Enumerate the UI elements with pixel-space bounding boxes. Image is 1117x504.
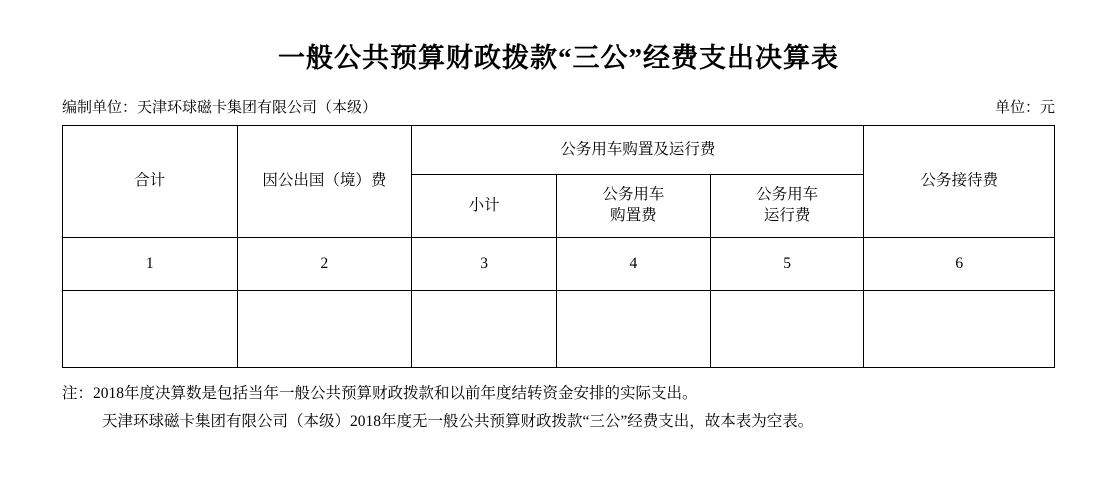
- column-number-1: 1: [63, 238, 238, 291]
- page-title: 一般公共预算财政拨款“三公”经费支出决算表: [278, 43, 839, 73]
- header-abroad: 因公出国（境）费: [237, 126, 412, 238]
- header-vehicle-purchase-line2: 购置费: [610, 207, 657, 225]
- header-vehicle-subtotal: 小计: [412, 175, 557, 238]
- compiler-unit-label: 编制单位：天津环球磁卡集团有限公司（本级）: [62, 100, 378, 117]
- table-column-number-row: [63, 238, 1055, 291]
- column-number-4: 4: [556, 238, 710, 291]
- table-header-row-1: [63, 126, 1055, 175]
- column-number-5: 5: [710, 238, 864, 291]
- column-number-6: 6: [864, 238, 1055, 291]
- header-vehicle-purchase-line1: 公务用车: [602, 186, 665, 204]
- header-reception: 公务接待费: [864, 126, 1055, 238]
- header-vehicle-operation-line2: 运行费: [763, 207, 811, 225]
- header-vehicle-group: 公务用车购置及运行费: [412, 126, 864, 175]
- data-cell-5: [710, 291, 864, 368]
- notes-section: [62, 380, 1055, 434]
- document-page: [0, 42, 1117, 504]
- data-cell-2: [237, 291, 412, 368]
- meta-row: [62, 96, 1055, 117]
- header-vehicle-operation: [710, 175, 864, 238]
- note-line-2: 天津环球磁卡集团有限公司（本级）2018年度无一般公共预算财政拨款“三公”经费支出，故本表为空表。: [102, 412, 814, 430]
- table-row: [63, 291, 1055, 368]
- expense-table: [62, 125, 1055, 368]
- column-number-2: 2: [237, 238, 412, 291]
- data-cell-4: [556, 291, 710, 368]
- header-total: 合计: [63, 126, 238, 238]
- header-vehicle-purchase: [556, 175, 710, 238]
- data-cell-1: [63, 291, 238, 368]
- data-cell-3: [412, 291, 557, 368]
- data-cell-6: [864, 291, 1055, 368]
- header-vehicle-operation-line1: 公务用车: [756, 186, 819, 204]
- currency-unit-label: 单位：元: [994, 100, 1055, 117]
- note-line-1: 注：2018年度决算数是包括当年一般公共预算财政拨款和以前年度结转资金安排的实际支出。: [62, 385, 698, 403]
- column-number-3: 3: [412, 238, 557, 291]
